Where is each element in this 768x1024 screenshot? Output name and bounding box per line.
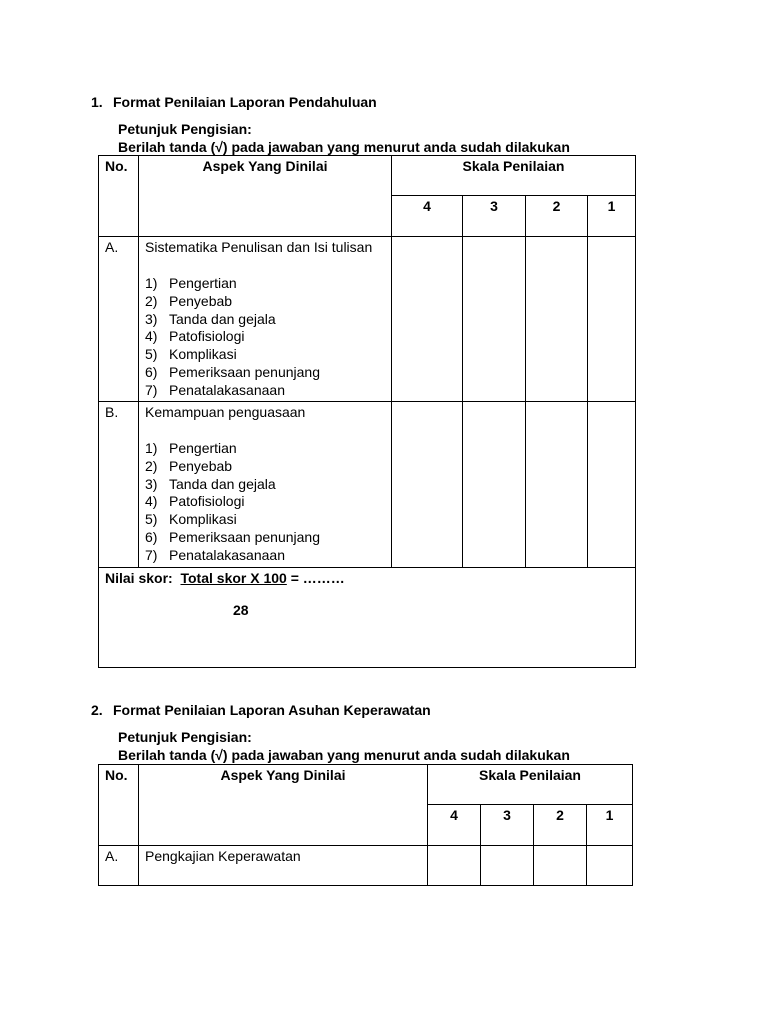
s1-row-a-no: A.: [99, 237, 139, 402]
s1-row-b-score-1[interactable]: [588, 402, 636, 568]
list-item: 1) Pengertian: [145, 275, 237, 291]
s1-header-no: No.: [99, 156, 139, 237]
s2-row-a-score-1[interactable]: [587, 846, 633, 886]
s1-row-a-score-1[interactable]: [588, 237, 636, 402]
s1-row-a-score-2[interactable]: [526, 237, 588, 402]
s1-score-equals: = ………: [290, 570, 345, 586]
s2-row-a-aspect: Pengkajian Keperawatan: [139, 846, 428, 886]
s1-header-aspect: Aspek Yang Dinilai: [139, 156, 392, 237]
s1-score-label: Nilai skor:: [105, 570, 173, 586]
list-item: 2) Penyebab: [145, 292, 233, 309]
s1-row-b-aspect: [139, 402, 392, 568]
s2-header-aspect: Aspek Yang Dinilai: [139, 765, 428, 846]
section-2-title-text: Format Penilaian Laporan Asuhan Keperawatan: [113, 702, 431, 718]
list-item: 2) Penyebab: [145, 457, 233, 474]
s2-row-a-score-4[interactable]: [428, 846, 481, 886]
s2-header-no: No.: [99, 765, 139, 846]
list-item: 4) Patofisiologi: [145, 328, 245, 345]
s1-scale-3: 3: [463, 196, 526, 237]
section-1-number: 1.: [91, 94, 103, 110]
s2-row-a-score-2[interactable]: [534, 846, 587, 886]
table-row: [99, 237, 636, 402]
s2-scale-2: 2: [534, 805, 587, 846]
s1-row-b-score-2[interactable]: [526, 402, 588, 568]
list-item: 3) Tanda dan gejala: [145, 310, 276, 327]
s2-scale-1: 1: [587, 805, 633, 846]
list-item: 5) Komplikasi: [145, 346, 237, 363]
s2-header-scale: Skala Penilaian: [428, 765, 633, 805]
section-1-instruction-heading: Petunjuk Pengisian:: [118, 121, 252, 137]
s1-row-a-title: Sistematika Penulisan dan Isi tulisan: [145, 239, 373, 255]
section-1-table: [98, 155, 636, 668]
s1-row-a-aspect: [139, 237, 392, 402]
section-2-instruction-heading: Petunjuk Pengisian:: [118, 729, 252, 745]
list-item: 1) Pengertian: [145, 440, 237, 456]
list-item: 4) Patofisiologi: [145, 493, 245, 510]
s1-header-scale: Skala Penilaian: [392, 156, 636, 196]
s1-score-row: [99, 568, 636, 668]
list-item: 6) Pemeriksaan penunjang: [145, 363, 320, 380]
s2-scale-3: 3: [481, 805, 534, 846]
list-item: 5) Komplikasi: [145, 511, 237, 528]
section-2-instruction-text: Berilah tanda (√) pada jawaban yang menurut anda sudah dilakukan: [118, 747, 570, 763]
table-row: [99, 846, 633, 886]
s2-row-a-no: A.: [99, 846, 139, 886]
s1-scale-2: 2: [526, 196, 588, 237]
list-item: 6) Pemeriksaan penunjang: [145, 528, 320, 545]
section-1-title: [91, 94, 377, 110]
section-2-title: [91, 702, 431, 718]
s2-row-a-score-3[interactable]: [481, 846, 534, 886]
section-1-instruction-text: Berilah tanda (√) pada jawaban yang menurut anda sudah dilakukan: [118, 139, 570, 155]
list-item: 3) Tanda dan gejala: [145, 475, 276, 492]
section-2-number: 2.: [91, 702, 103, 718]
s1-scale-1: 1: [588, 196, 636, 237]
s1-score-denominator: 28: [233, 602, 249, 618]
list-item: 7) Penatalakasanaan: [145, 546, 285, 563]
section-1-title-text: Format Penilaian Laporan Pendahuluan: [113, 94, 377, 110]
s1-row-b-no: B.: [99, 402, 139, 568]
s2-scale-4: 4: [428, 805, 481, 846]
s1-row-b-score-3[interactable]: [463, 402, 526, 568]
s1-row-b-title: Kemampuan penguasaan: [145, 404, 306, 420]
s1-row-b-list: [145, 440, 391, 565]
s1-row-a-score-4[interactable]: [392, 237, 463, 402]
table-row: [99, 402, 636, 568]
s1-row-b-score-4[interactable]: [392, 402, 463, 568]
s1-row-a-list: [145, 275, 391, 400]
s1-row-a-score-3[interactable]: [463, 237, 526, 402]
list-item: 7) Penatalakasanaan: [145, 381, 285, 398]
s1-scale-4: 4: [392, 196, 463, 237]
section-2-table: [98, 764, 633, 886]
s1-score-formula: Total skor X 100: [180, 570, 287, 586]
